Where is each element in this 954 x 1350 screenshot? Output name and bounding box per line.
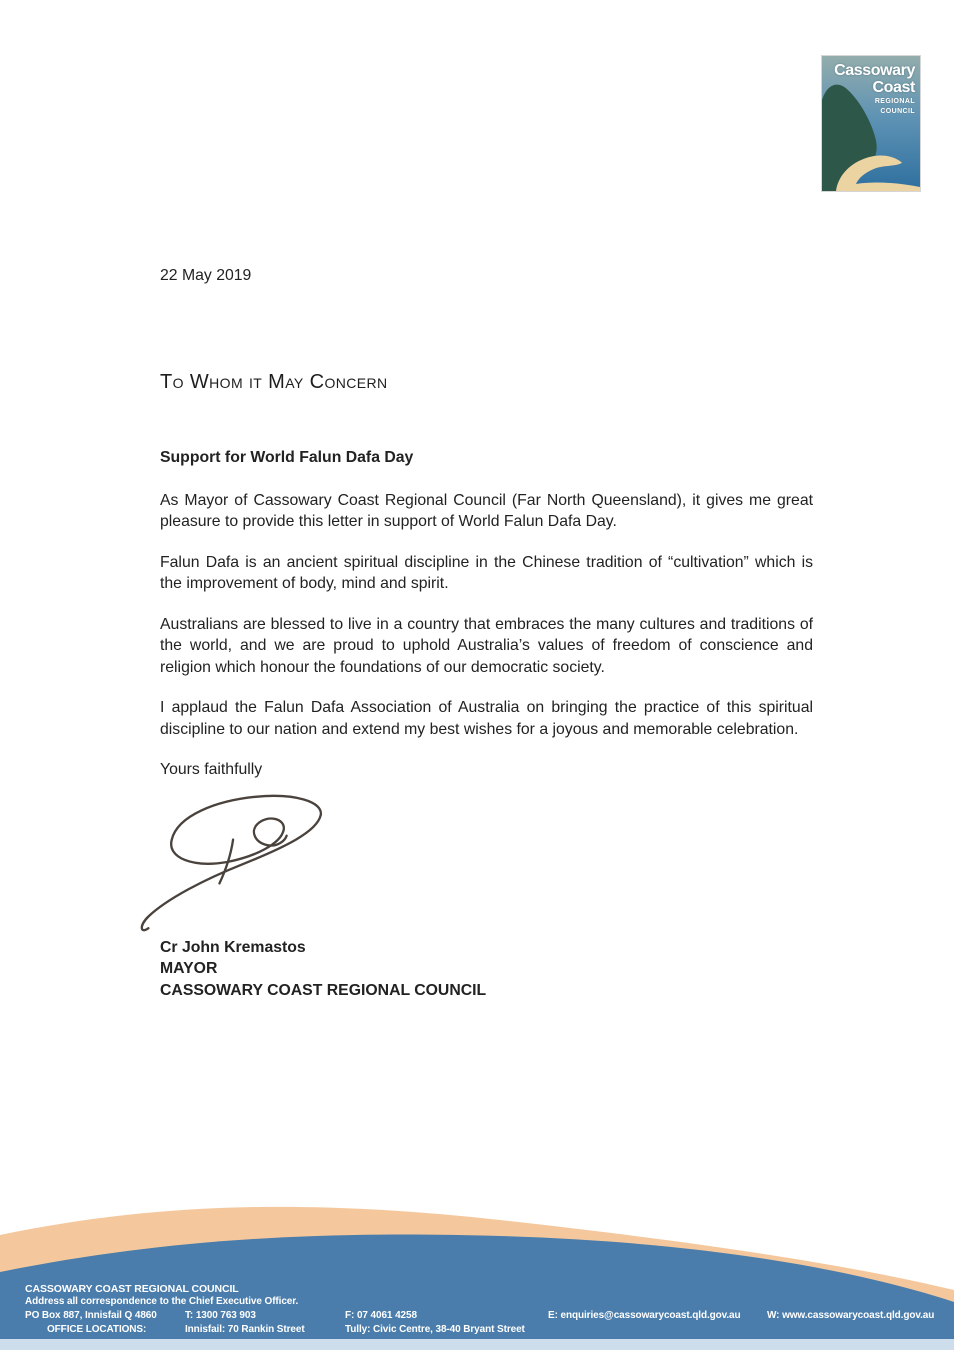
footer-bottom-strip (0, 1339, 954, 1350)
footer-email-label: E: (548, 1310, 558, 1321)
footer-phone-value: 1300 763 903 (195, 1310, 256, 1321)
council-logo (821, 55, 921, 192)
logo-title-line2: Coast (872, 79, 915, 96)
signatory-name: Cr John Kremastos (160, 938, 306, 956)
body-paragraph-3: Australians are blessed to live in a country that embraces the many cultures and traditions of the world, and we are proud to uphold Australia’s values of freedom of conscience and religion which honour the foundations of our democratic society. (160, 615, 813, 676)
footer-email (548, 1310, 741, 1322)
footer-office-locations-label: OFFICE LOCATIONS: (47, 1324, 147, 1335)
footer-email-value: enquiries@cassowarycoast.qld.gov.au (560, 1310, 741, 1321)
body-paragraph-4: I applaud the Falun Dafa Association of Australia on bringing the practice of this spiritual discipline to our nation and extend my best wishes for a joyous and memorable celebration. (160, 699, 813, 738)
footer-po-box: PO Box 887, Innisfail Q 4860 (25, 1310, 157, 1321)
logo-text (834, 62, 915, 116)
footer-org-name: CASSOWARY COAST REGIONAL COUNCIL (25, 1283, 239, 1295)
body-paragraph-2: Falun Dafa is an ancient spiritual discipline in the Chinese tradition of “cultivation” which is the improvement of body, mind and spirit. (160, 553, 813, 592)
footer-fax (345, 1310, 417, 1322)
footer-fax-value: 07 4061 4258 (356, 1310, 417, 1321)
salutation: To Whom it May Concern (160, 370, 388, 393)
body-paragraph-1: As Mayor of Cassowary Coast Regional Council (Far North Queensland), it gives me great pleasure to provide this letter in support of World Falun Dafa Day. (160, 491, 813, 530)
closing-line: Yours faithfully (160, 761, 263, 778)
footer-office-tully: Tully: Civic Centre, 38-40 Bryant Street (345, 1324, 525, 1335)
footer-phone-label: T: (185, 1310, 194, 1321)
logo-title-line1: Cassowary (834, 62, 915, 79)
footer-phone (185, 1310, 256, 1322)
logo-subtitle-line2: COUNCIL (880, 108, 915, 115)
footer-fax-label: F: (345, 1310, 355, 1321)
footer-web-value: www.cassowarycoast.qld.gov.au (782, 1310, 935, 1321)
footer-web (767, 1310, 934, 1322)
subject-line: Support for World Falun Dafa Day (160, 449, 414, 466)
signatory-title: MAYOR (160, 960, 218, 977)
footer-correspondence-note: Address all correspondence to the Chief Executive Officer. (25, 1296, 299, 1307)
logo-subtitle-line1: REGIONAL (874, 98, 915, 105)
letter-content (160, 265, 813, 1001)
letter-date: 22 May 2019 (160, 267, 252, 284)
footer-web-label: W: (767, 1310, 780, 1321)
footer-office-innisfail: Innisfail: 70 Rankin Street (185, 1324, 305, 1335)
page-footer (0, 1190, 954, 1350)
signatory-organisation: CASSOWARY COAST REGIONAL COUNCIL (160, 981, 487, 999)
signature-image (136, 789, 336, 935)
